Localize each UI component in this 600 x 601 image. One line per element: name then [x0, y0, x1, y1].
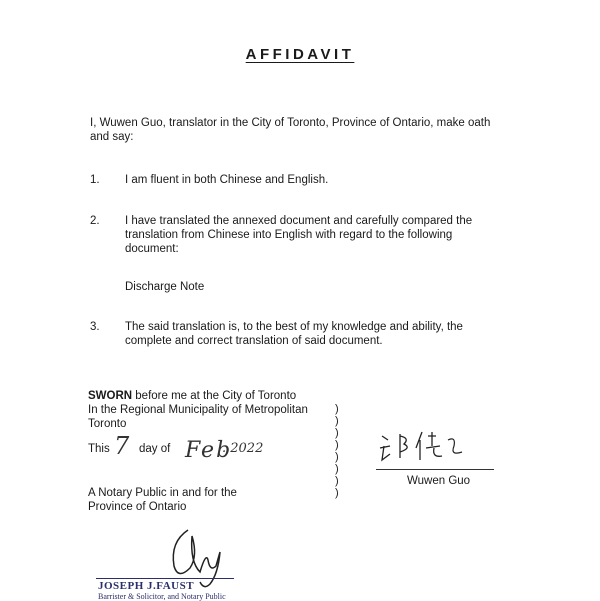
sworn-line-3: Toronto — [88, 418, 127, 430]
notary-line-2: Province of Ontario — [88, 501, 187, 513]
paren: ) — [335, 427, 339, 439]
paren: ) — [335, 487, 339, 499]
signature-line — [376, 469, 494, 470]
item-2-number: 2. — [90, 215, 100, 227]
translator-name: Wuwen Guo — [407, 475, 471, 487]
paren: ) — [335, 403, 339, 415]
handwritten-month: Feb — [185, 438, 233, 463]
sworn-line-1 — [88, 389, 296, 403]
day-of-label: day of — [139, 443, 171, 455]
intro-line-2: and say: — [90, 131, 134, 143]
stamp-title: Barrister & Solicitor, and Notary Public — [98, 592, 226, 601]
parenthesis-column — [335, 403, 339, 499]
item-2-line-3: document: — [125, 243, 179, 255]
intro-line-1: I, Wuwen Guo, translator in the City of Toronto, Province of Ontario, make oath — [90, 117, 491, 129]
sworn-line-1-rest: before me at the City of Toronto — [132, 390, 297, 402]
paren: ) — [335, 415, 339, 427]
item-3-line-1: The said translation is, to the best of my knowledge and ability, the — [125, 321, 463, 333]
item-1-line-1: I am fluent in both Chinese and English. — [125, 174, 329, 186]
item-3-line-2: complete and correct translation of said document. — [125, 335, 383, 347]
stamp-name: JOSEPH J.FAUST — [98, 580, 195, 592]
this-label: This — [88, 443, 110, 455]
document-name: Discharge Note — [125, 281, 205, 293]
item-2-line-2: translation from Chinese into English with regard to the following — [125, 229, 453, 241]
stamp-line — [96, 578, 234, 579]
paren: ) — [335, 463, 339, 475]
document-title: AFFIDAVIT — [245, 46, 355, 63]
sworn-bold-word: SWORN — [88, 390, 133, 402]
paren: ) — [335, 451, 339, 463]
notary-line-1: A Notary Public in and for the — [88, 487, 237, 499]
handwritten-day: 7 — [114, 432, 130, 460]
item-2-line-1: I have translated the annexed document and carefully compared the — [125, 215, 473, 227]
paren: ) — [335, 439, 339, 451]
sworn-line-2: In the Regional Municipality of Metropolitan — [88, 404, 308, 416]
handwritten-year: . 2022 — [222, 441, 264, 456]
translator-signature — [378, 426, 468, 466]
item-3-number: 3. — [90, 321, 100, 333]
item-1-number: 1. — [90, 174, 100, 186]
paren: ) — [335, 475, 339, 487]
